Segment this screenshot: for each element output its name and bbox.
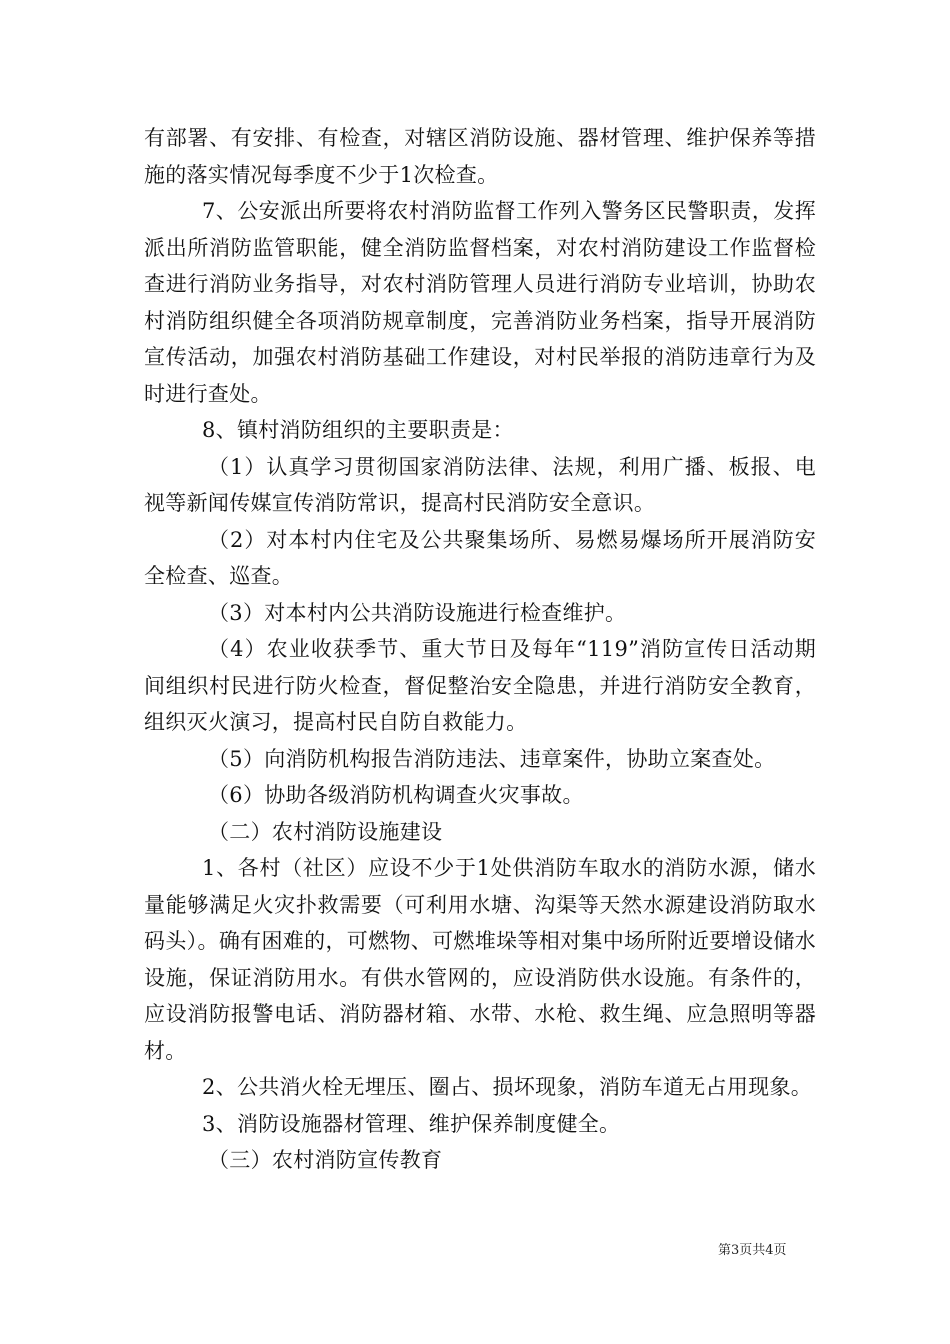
document-body	[144, 120, 816, 1179]
page-number: 第3页共4页	[718, 1243, 787, 1258]
paragraph: （1）认真学习贯彻国家消防法律、法规，利用广播、板报、电视等新闻传媒宣传消防常识，提高村民消防安全意识。	[144, 454, 816, 515]
paragraph: 8、镇村消防组织的主要职责是：	[202, 418, 514, 442]
paragraph: （3）对本村内公共消防设施进行检查维护。	[208, 600, 627, 625]
paragraph: （2）对本村内住宅及公共聚集场所、易燃易爆场所开展消防安全检查、巡查。	[144, 527, 816, 588]
paragraph: （5）向消防机构报告消防违法、违章案件，协助立案查处。	[208, 746, 776, 771]
paragraph: （4）农业收获季节、重大节日及每年“119”消防宣传日活动期间组织村民进行防火检查，督促整治安全隐患，并进行消防安全教育，组织灭火演习，提高村民自防自救能力。	[144, 637, 816, 734]
paragraph: 2、公共消火栓无埋压、圈占、损坏现象，消防车道无占用现象。	[202, 1075, 813, 1099]
section-heading: （三）农村消防宣传教育	[208, 1148, 443, 1172]
paragraph: 1、各村（社区）应设不少于1处供消防车取水的消防水源，储水量能够满足火灾扑救需要（可利用水塘、沟渠等天然水源建设消防取水码头）。确有困难的，可燃物、可燃堆垛等相对集中场所附近要增设储水设施，保证消防用水。有供水管网的，应设消防供水设施。有条件的，应设消防报警电话、消防器材箱、水带、水枪、救生绳、应急照明等器材。	[144, 856, 816, 1063]
paragraph: 3、消防设施器材管理、维护保养制度健全。	[202, 1111, 621, 1136]
section-heading: （二）农村消防设施建设	[208, 819, 443, 844]
paragraph: 有部署、有安排、有检查，对辖区消防设施、器材管理、维护保养等措施的落实情况每季度不少于1次检查。	[144, 126, 816, 187]
paragraph: （6）协助各级消防机构调查火灾事故。	[208, 783, 584, 807]
paragraph: 7、公安派出所要将农村消防监督工作列入警务区民警职责，发挥派出所消防监管职能，健全消防监督档案，对农村消防建设工作监督检查进行消防业务指导，对农村消防管理人员进行消防专业培训，协助农村消防组织健全各项消防规章制度，完善消防业务档案，指导开展消防宣传活动，加强农村消防基础工作建设，对村民举报的消防违章行为及时进行查处。	[144, 199, 816, 406]
